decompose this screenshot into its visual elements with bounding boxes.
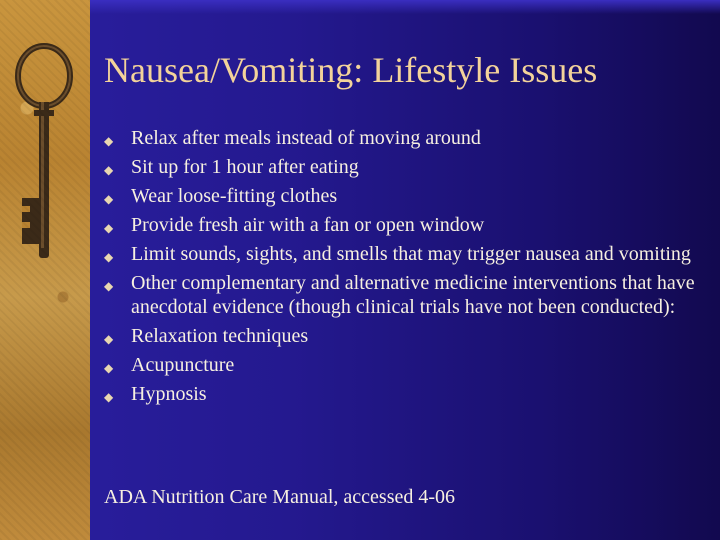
decorative-side-panel: [0, 0, 90, 540]
bullet-item: [104, 242, 704, 266]
bullet-text: Other complementary and alternative medicine interventions that have anecdotal evidence (though clinical trials have not been conducted):: [131, 272, 695, 318]
diamond-icon: ◆: [104, 279, 114, 293]
diamond-icon: ◆: [104, 163, 114, 177]
diamond-icon: ◆: [104, 134, 114, 148]
bullet-text: Limit sounds, sights, and smells that may trigger nausea and vomiting: [131, 243, 691, 265]
bullet-item: [104, 382, 704, 406]
diamond-icon: ◆: [104, 332, 114, 346]
bullet-text: Relax after meals instead of moving around: [131, 127, 481, 149]
bullet-item: [104, 324, 704, 348]
bullet-item: [104, 213, 704, 237]
bullet-list: [104, 126, 704, 411]
bullet-text: Hypnosis: [131, 383, 207, 405]
bullet-text: Acupuncture: [131, 354, 235, 376]
bullet-item: [104, 353, 704, 377]
slide-title: Nausea/Vomiting: Lifestyle Issues: [104, 50, 598, 90]
top-gradient-band: [90, 0, 720, 14]
bullet-item: [104, 271, 704, 319]
antique-key-image: [8, 40, 80, 280]
diamond-icon: ◆: [104, 192, 114, 206]
bullet-item: [104, 155, 704, 179]
diamond-icon: ◆: [104, 221, 114, 235]
bullet-item: [104, 184, 704, 208]
diamond-icon: ◆: [104, 250, 114, 264]
bullet-text: Sit up for 1 hour after eating: [131, 156, 359, 178]
diamond-icon: ◆: [104, 361, 114, 375]
bullet-item: [104, 126, 704, 150]
diamond-icon: ◆: [104, 390, 114, 404]
bullet-text: Relaxation techniques: [131, 325, 309, 347]
bullet-text: Wear loose-fitting clothes: [131, 185, 338, 207]
citation-text: ADA Nutrition Care Manual, accessed 4-06: [104, 486, 456, 508]
bullet-text: Provide fresh air with a fan or open window: [131, 214, 485, 236]
